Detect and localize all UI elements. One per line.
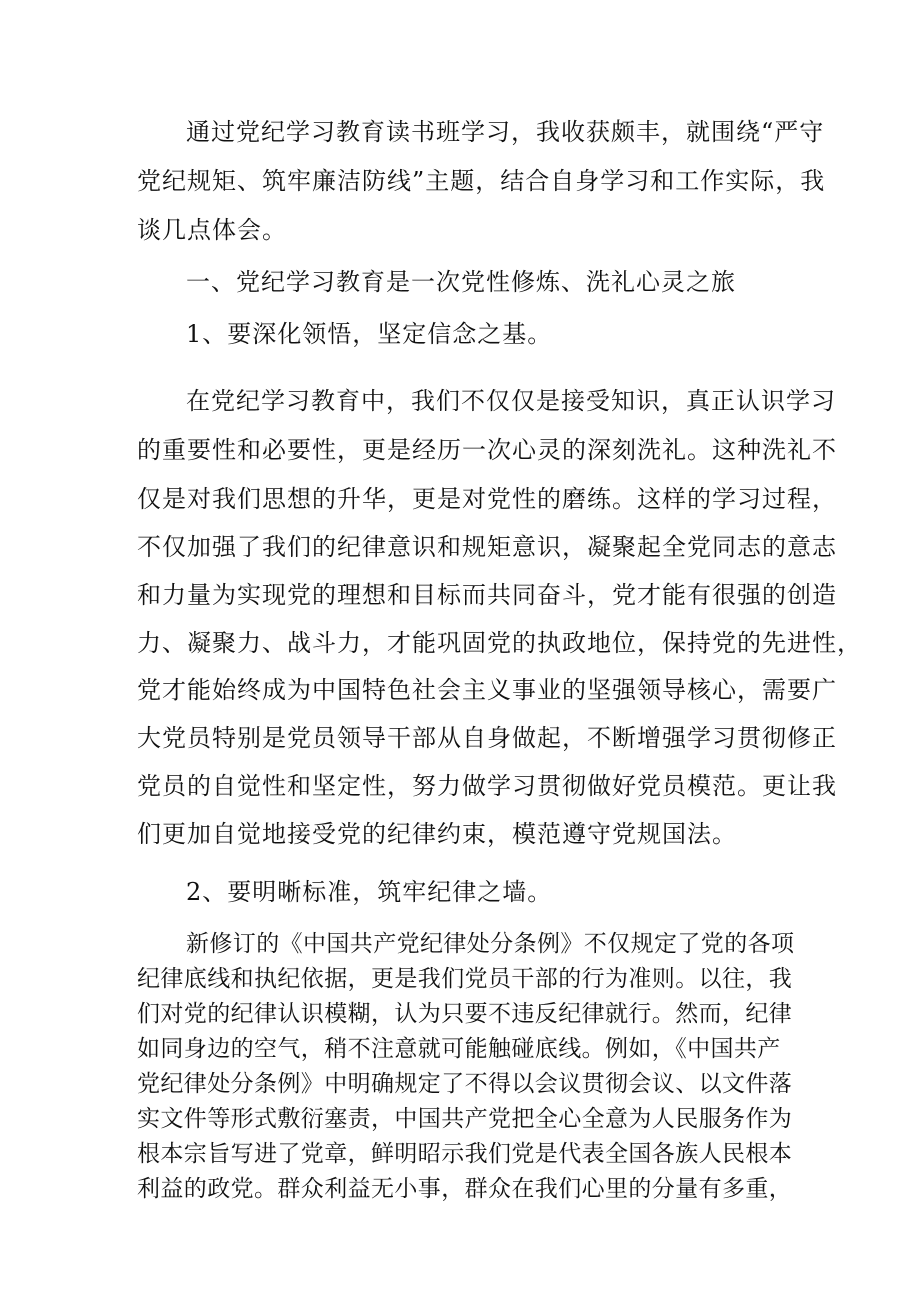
paragraph1-line-1: 在党纪学习教育中，我们不仅仅是接受知识，真正认识学习	[186, 387, 836, 415]
subsection-heading-2: 2、要明晰标准，筑牢纪律之墙。	[186, 878, 553, 906]
section-heading-1: 一、党纪学习教育是一次党性修炼、洗礼心灵之旅	[186, 268, 736, 296]
paragraph2-line-5: 党纪律处分条例》中明确规定了不得以会议贯彻会议、以文件落	[137, 1071, 793, 1097]
paragraph1-line-3: 仅是对我们思想的升华，更是对党性的磨练。这样的学习过程，	[137, 485, 837, 513]
paragraph1-line-8: 大党员特别是党员领导干部从自身做起，不断增强学习贯彻修正	[137, 724, 837, 752]
intro-line-2: 党纪规矩、筑牢廉洁防线”主题，结合自身学习和工作实际，我	[137, 167, 826, 195]
paragraph2-line-4: 如同身边的空气，稍不注意就可能触碰底线。例如，《中国共产	[137, 1036, 781, 1062]
paragraph1-line-2: 的重要性和必要性，更是经历一次心灵的深刻洗礼。这种洗礼不	[137, 436, 837, 464]
paragraph1-line-5: 和力量为实现党的理想和目标而共同奋斗，党才能有很强的创造	[137, 581, 837, 609]
paragraph2-line-7: 根本宗旨写进了党章，鲜明昭示我们党是代表全国各族人民根本	[137, 1141, 793, 1167]
paragraph1-line-4: 不仅加强了我们的纪律意识和规矩意识，凝聚起全党同志的意志	[137, 533, 837, 561]
intro-line-3: 谈几点体会。	[137, 216, 287, 244]
intro-line-1: 通过党纪学习教育读书班学习，我收获颇丰，就围绕“严守	[186, 118, 825, 146]
subsection-heading-1: 1、要深化领悟，坚定信念之基。	[186, 320, 553, 348]
paragraph2-line-3: 们对党的纪律认识模糊，认为只要不违反纪律就行。然而，纪律	[137, 1001, 793, 1027]
paragraph1-line-10: 们更加自觉地接受党的纪律约束，模范遵守党规国法。	[137, 820, 737, 848]
paragraph1-line-7: 党才能始终成为中国特色社会主义事业的坚强领导核心，需要广	[137, 676, 837, 704]
paragraph2-line-1: 新修订的《中国共产党纪律处分条例》不仅规定了党的各项	[186, 931, 795, 957]
paragraph2-line-8: 利益的政党。群众利益无小事，群众在我们心里的分量有多重，	[137, 1176, 793, 1202]
paragraph1-line-9: 党员的自觉性和坚定性，努力做学习贯彻做好党员模范。更让我	[137, 772, 837, 800]
paragraph2-line-2: 纪律底线和执纪依据，更是我们党员干部的行为准则。以往，我	[137, 966, 793, 992]
paragraph1-line-6: 力、凝聚力、战斗力，才能巩固党的执政地位，保持党的先进性，	[137, 629, 862, 657]
paragraph2-line-6: 实文件等形式敷衍塞责，中国共产党把全心全意为人民服务作为	[137, 1106, 793, 1132]
